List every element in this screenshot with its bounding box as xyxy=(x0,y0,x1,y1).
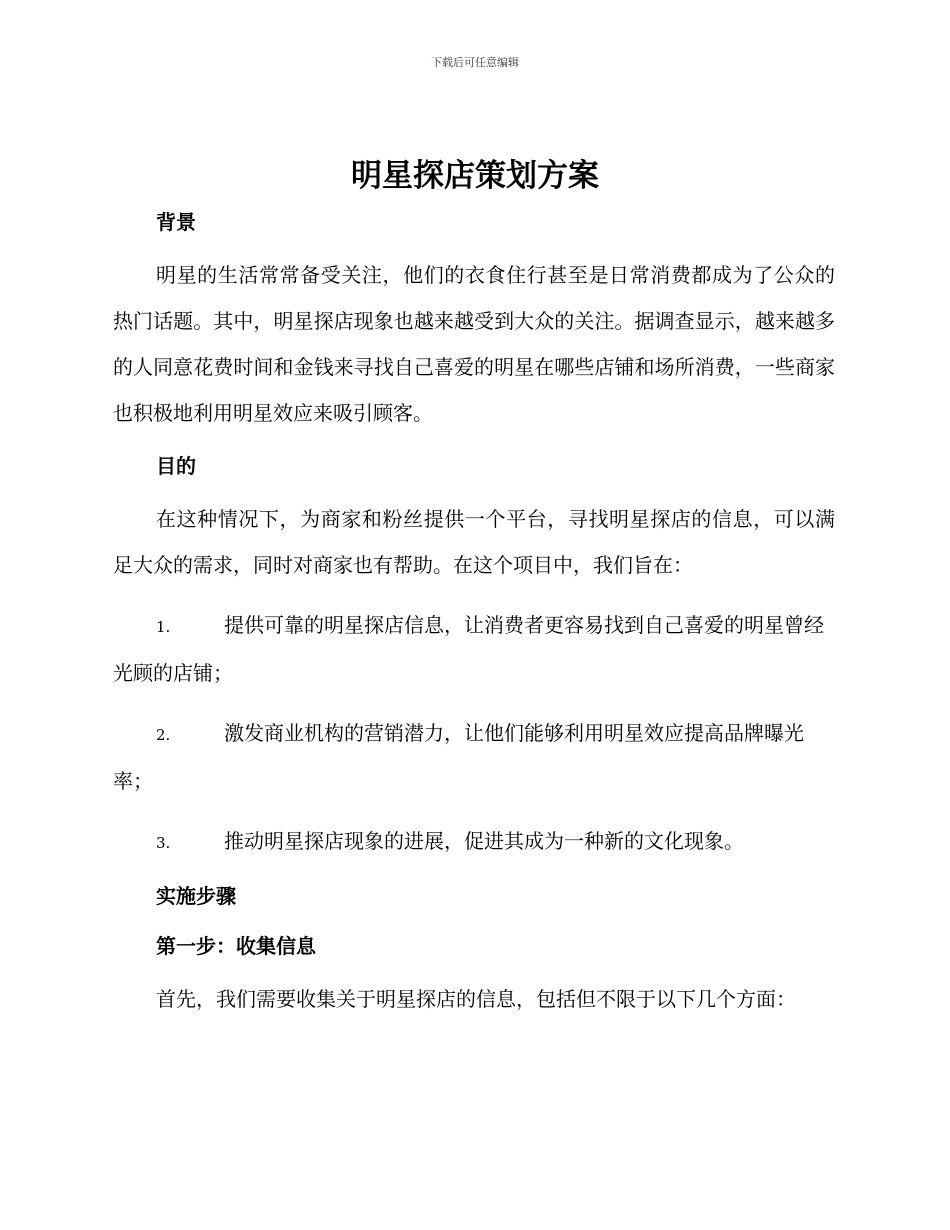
list-number: 1. xyxy=(156,618,171,636)
list-item-text: 推动明星探店现象的进展，促进其成为一种新的文化现象。 xyxy=(224,829,744,853)
paragraph-step1: 首先，我们需要收集关于明星探店的信息，包括但不限于以下几个方面： xyxy=(156,987,796,1011)
list-item xyxy=(113,710,835,804)
document-title: 明星探店策划方案 xyxy=(351,158,599,194)
heading-step1: 第一步：收集信息 xyxy=(156,934,316,958)
heading-purpose: 目的 xyxy=(156,454,196,478)
heading-background: 背景 xyxy=(156,210,196,234)
list-item xyxy=(113,818,835,866)
paragraph-background: 明星的生活常常备受关注，他们的衣食住行甚至是日常消费都成为了公众的热门话题。其中，明星探店现象也越来越受到大众的关注。据调查显示，越来越多的人同意花费时间和金钱来寻找自己喜爱的明星在哪些店铺和场所消费，一些商家也积极地利用明星效应来吸引顾客。 xyxy=(113,263,835,425)
paragraph-purpose: 在这种情况下，为商家和粉丝提供一个平台，寻找明星探店的信息，可以满足大众的需求，同时对商家也有帮助。在这个项目中，我们旨在： xyxy=(113,507,835,577)
heading-steps: 实施步骤 xyxy=(156,884,236,908)
list-item-text: 激发商业机构的营销潜力，让他们能够利用明星效应提高品牌曝光率； xyxy=(113,721,804,793)
document-body xyxy=(113,204,835,1022)
list-number: 2. xyxy=(156,726,171,744)
page-header-note: 下载后可任意编辑 xyxy=(431,56,519,69)
list-number: 3. xyxy=(156,834,171,852)
list-item-text: 提供可靠的明星探店信息，让消费者更容易找到自己喜爱的明星曾经光顾的店铺； xyxy=(113,613,824,685)
list-item xyxy=(113,602,835,696)
